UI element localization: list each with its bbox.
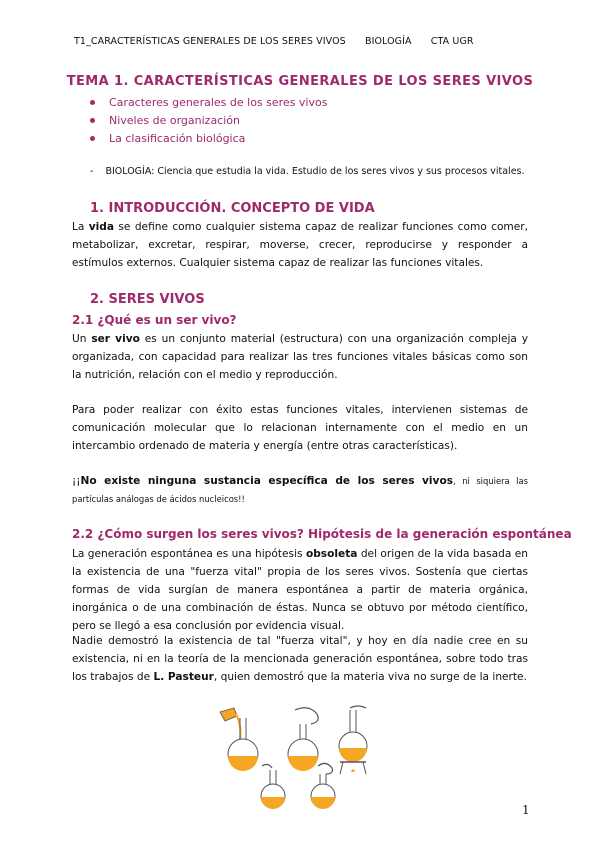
section-1-heading: 1. INTRODUCCIÓN. CONCEPTO DE VIDA <box>90 201 375 216</box>
topic-list <box>90 93 327 147</box>
flask-contaminated <box>311 763 335 809</box>
paragraph-funciones-vitales: Para poder realizar con éxito estas funciones vitales, intervienen sistemas de comunicación molecular que lo relacionan internamente con el medio en un intercambio ordenado de materia y energía (entre otras características). <box>72 404 528 452</box>
definition-term: BIOLOGÍA: <box>105 166 155 177</box>
header-school: CTA UGR <box>430 36 474 47</box>
header-doc-title: T1_CARACTERÍSTICAS GENERALES DE LOS SERES VIVOS <box>74 36 346 47</box>
list-item: Caracteres generales de los seres vivos <box>90 93 327 111</box>
paragraph-generacion-espontanea: La generación espontánea es una hipótesis obsoleta del origen de la vida basada en la existencia de una "fuerza vital" propia de los seres vivos. Sostenía que ciertas formas de vida surgían de manera espontánea a partir de materia orgánica, inorgánica o de una combinación de éstas. Nunca se obtuvo por método científico, pero se llegó a esa conclusión por evidencia visual. <box>72 548 528 632</box>
flask-heated <box>339 706 367 774</box>
bullet-icon <box>90 100 95 105</box>
section-2-heading: 2. SERES VIVOS <box>90 292 205 307</box>
pasteur-flasks-illustration <box>210 700 390 810</box>
flask-pouring <box>220 708 258 771</box>
bullet-icon <box>90 136 95 141</box>
flask-bent-neck <box>288 708 318 771</box>
bullet-icon <box>90 118 95 123</box>
page-title: TEMA 1. CARACTERÍSTICAS GENERALES DE LOS SERES VIVOS <box>66 74 534 89</box>
paragraph-ser-vivo: Un ser vivo es un conjunto material (estructura) con una organización compleja y organizada, con capacidad para realizar las tres funciones vitales básicas como son la nutrición, relación con el medio y reproducción. <box>72 333 528 381</box>
flask-broken-neck <box>261 764 285 809</box>
subsection-2-2-heading: 2.2 ¿Cómo surgen los seres vivos? Hipótesis de la generación espontánea <box>72 527 572 541</box>
page-header <box>74 36 490 47</box>
list-item: La clasificación biológica <box>90 129 327 147</box>
paragraph-pasteur: Nadie demostró la existencia de tal "fuerza vital", y hoy en día nadie cree en su existencia, ni en la teoría de la mencionada generación espontánea, sobre todo tras los trabajos de L. Pasteur, quien demostró que la materia viva no surge de la inerte. <box>72 635 528 683</box>
page-number: 1 <box>522 803 530 817</box>
biology-definition: - BIOLOGÍA: Ciencia que estudia la vida. Estudio de los seres vivos y sus procesos vitales. <box>90 166 525 177</box>
note-sustancia-especifica: ¡¡No existe ninguna sustancia específica de los seres vivos, ni siquiera las partículas análogas de ácidos nucleicos!! <box>72 475 528 504</box>
subsection-2-1-heading: 2.1 ¿Qué es un ser vivo? <box>72 313 237 327</box>
definition-text: Ciencia que estudia la vida. Estudio de los seres vivos y sus procesos vitales. <box>154 166 525 177</box>
section-1-paragraph: La vida se define como cualquier sistema capaz de realizar funciones como comer, metabolizar, excretar, respirar, moverse, crecer, reproducirse y responder a estímulos externos. Cualquier sistema capaz de realizar las funciones vitales. <box>72 221 528 269</box>
header-subject: BIOLOGÍA <box>364 36 412 47</box>
list-item: Niveles de organización <box>90 111 327 129</box>
